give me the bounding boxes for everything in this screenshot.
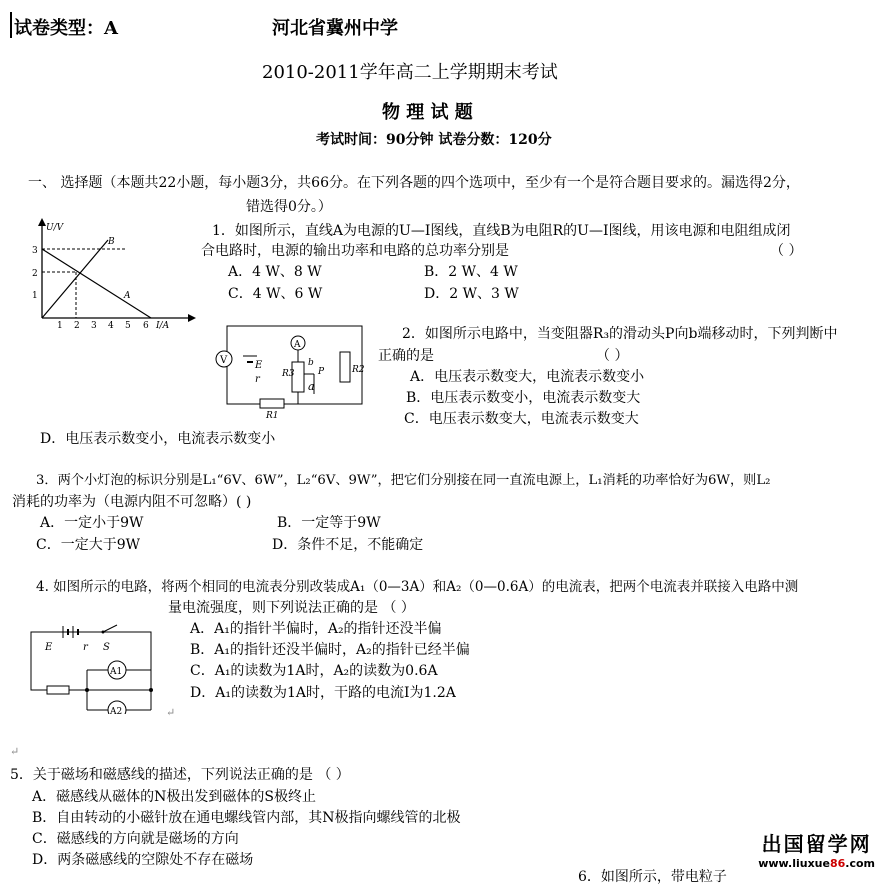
q2-option-a: A．电压表示数变大，电流表示数变小	[410, 369, 645, 385]
q4-stem-line1: 4. 如图所示的电路，将两个相同的电流表分别改装成A₁（0—3A）和A₂（0—0.6A）的电流表，把两个电流表并联接入电路中测	[36, 579, 799, 595]
section1-heading-cont: 错选得0分。）	[246, 199, 332, 215]
section1-heading: 一、 选择题（本题共22小题，每小题3分，共66分。在下列各题的四个选项中，至少有一个是符合题目要求的。漏选得2分，	[28, 175, 800, 191]
r2-label: R2	[352, 365, 365, 375]
q1-stem-line2: 合电路时，电源的输出功率和电路的总功率分别是	[201, 243, 509, 259]
voltmeter-label: V	[220, 355, 228, 366]
q2-stem-line2: 正确的是	[378, 348, 434, 364]
x-axis-label: I/A	[156, 321, 170, 331]
r1-label: R1	[266, 411, 279, 418]
exam-info: 考试时间：90分钟 试卷分数：120分	[316, 132, 552, 148]
q3-option-b: B．一定等于9W	[277, 515, 381, 531]
line-a	[42, 249, 151, 318]
q5-option-c: C．磁感线的方向就是磁场的方向	[32, 831, 239, 847]
q4-option-b: B．A₁的指针还没半偏时，A₂的指针已经半偏	[190, 642, 470, 658]
internal-r-label: r	[83, 642, 88, 653]
ammeter-label: A	[294, 340, 301, 350]
a1-label: A1	[110, 667, 123, 677]
y-tick: 3	[32, 246, 38, 256]
q3-option-c: C．一定大于9W	[36, 537, 141, 553]
watermark-url: www.liuxue86.com	[758, 857, 875, 870]
q3-option-d: D．条件不足，不能确定	[272, 537, 424, 553]
watermark	[754, 826, 879, 872]
y-tick: 1	[32, 291, 38, 301]
q2-answer-paren: （ ）	[596, 348, 629, 364]
q4-option-a: A．A₁的指针半偏时，A₂的指针还没半偏	[190, 621, 442, 637]
y-axis-label: U/V	[46, 223, 64, 233]
q1-ui-graph	[28, 218, 203, 333]
internal-r-label: r	[255, 374, 260, 385]
q4-circuit-diagram	[25, 622, 160, 714]
x-tick: 2	[74, 321, 80, 331]
q6-cut-text: 6．如图所示，带电粒子	[578, 869, 727, 885]
emf-label: E	[45, 642, 53, 653]
a2-label: A2	[110, 707, 123, 714]
y-tick: 2	[32, 269, 38, 279]
paragraph-mark: ↵	[166, 706, 176, 719]
x-tick: 6	[143, 321, 149, 331]
line-a-label: A	[124, 291, 131, 301]
x-tick: 5	[125, 321, 131, 331]
q2-stem-line1: 2．如图所示电路中，当变阻器R₃的滑动头P向b端移动时，下列判断中	[402, 326, 838, 342]
q5-option-d: D．两条磁感线的空隙处不存在磁场	[32, 852, 254, 868]
q2-option-b: B．电压表示数变小，电流表示数变大	[406, 390, 641, 406]
left-margin-bar	[10, 12, 12, 38]
b-label: b	[308, 358, 314, 368]
exam-title: 2010-2011学年高二上学期期末考试	[262, 62, 558, 83]
q2-circuit-diagram	[210, 322, 370, 418]
q5-stem: 5．关于磁场和磁感线的描述，下列说法正确的是 （ ）	[10, 767, 350, 783]
line-b	[42, 240, 108, 318]
q1-option-c: C．4 W、6 W	[228, 286, 323, 302]
q3-stem-line2: 消耗的功率为（电源内阻不可忽略）( )	[12, 494, 252, 510]
subject-title: 物 理 试 题	[382, 102, 473, 123]
q1-stem-line1: 1．如图所示，直线A为电源的U—I图线，直线B为电阻R的U—I图线，用该电源和电阻组成闭	[212, 223, 791, 239]
q3-stem-line1: 3．两个小灯泡的标识分别是L₁“6V、6W”，L₂“6V、9W”，把它们分别接在同一直流电源上，L₁消耗的功率恰好为6W，则L₂	[36, 473, 771, 488]
x-tick: 1	[57, 321, 63, 331]
q3-option-a: A．一定小于9W	[40, 515, 144, 531]
x-tick: 3	[91, 321, 97, 331]
q1-option-b: B．2 W、4 W	[424, 264, 518, 280]
paragraph-mark: ↵	[10, 745, 20, 758]
switch-label: S	[103, 642, 110, 653]
q4-option-d: D．A₁的读数为1A时，干路的电流I为1.2A	[190, 685, 456, 701]
q2-option-c: C．电压表示数变大，电流表示数变大	[404, 411, 639, 427]
q4-option-c: C．A₁的读数为1A时，A₂的读数为0.6A	[190, 663, 438, 679]
watermark-title: 出国留学网	[761, 832, 872, 856]
school-name: 河北省冀州中学	[272, 18, 398, 39]
q5-option-b: B．自由转动的小磁针放在通电螺线管内部，其N极指向螺线管的北极	[32, 810, 461, 826]
q4-stem-line2: 量电流强度，则下列说法正确的是 （ ）	[168, 600, 415, 616]
q1-answer-paren: （ ）	[770, 243, 803, 259]
line-b-label: B	[108, 237, 115, 247]
r3-label: R3	[282, 369, 295, 379]
q1-option-d: D．2 W、3 W	[424, 286, 519, 302]
q5-option-a: A．磁感线从磁体的N极出发到磁体的S极终止	[32, 789, 316, 805]
q1-option-a: A．4 W、8 W	[228, 264, 322, 280]
paper-type: 试卷类型：A	[14, 18, 118, 39]
a-label: a	[308, 380, 315, 393]
x-tick: 4	[108, 321, 114, 331]
p-label: P	[318, 367, 325, 377]
emf-label: E	[255, 360, 263, 371]
q2-option-d: D．电压表示数变小，电流表示数变小	[40, 431, 276, 447]
